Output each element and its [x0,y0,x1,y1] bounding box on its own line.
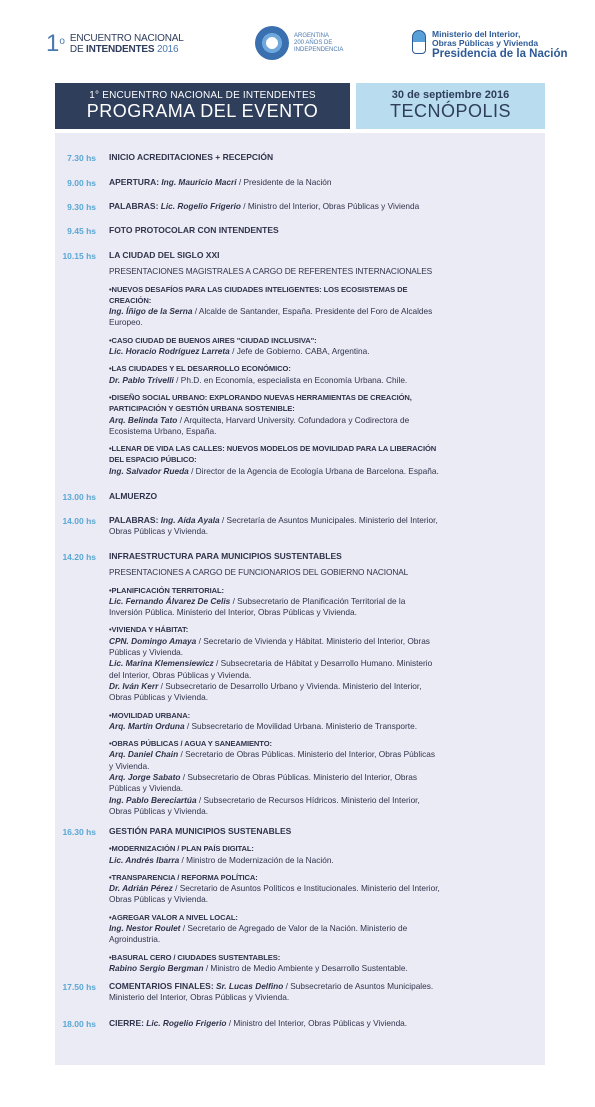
speaker-line [109,306,440,329]
schedule-time: 9.45 hs [67,226,96,236]
entry-title: INICIO ACREDITACIONES + RECEPCIÓN [109,152,274,162]
schedule-entry [109,826,440,974]
talk-item [109,363,440,386]
entry-line [109,491,440,502]
speaker-role: / Subsecretario de Recursos Hídricos. Ministerio del Interior, Obras Públicas y Vivienda. [109,794,420,816]
speaker-role: / Subsecretaria de Hábitat y Desarrollo Humano. Ministerio del Interior, Obras Públicas y Vivienda. [109,658,433,680]
talk-item [109,443,440,477]
schedule-time: 9.00 hs [67,178,96,188]
speaker-role: / Arquitecta, Harvard University. Cofundadora y Codirectora de Ecosistema Urbano, España. [109,414,410,436]
entry-title: ALMUERZO [109,491,158,501]
speaker-role: / Ph.D. en Economía, especialista en Economía Urbana. Chile. [173,374,408,385]
speaker-line [109,596,440,619]
schedule-time: 10.15 hs [62,251,96,261]
schedule-entry [109,981,440,1004]
talk-topic: •DISEÑO SOCIAL URBANO: EXPLORANDO NUEVAS HERRAMIENTAS DE CREACIÓN, PARTICIPACIÓN Y GESTIÓN URBANA SOSTENIBLE: [109,392,412,414]
schedule-time: 17.50 hs [62,982,96,992]
speaker-role: / Subsecretario de Movilidad Urbana. Ministerio de Transporte. [184,720,418,731]
speaker-role: / Secretario de Vivienda y Hábitat. Ministerio del Interior, Obras Públicas y Vivienda. [109,635,430,658]
event-place: TECNÓPOLIS [389,101,512,121]
talk-topic: •MOVILIDAD URBANA: [109,710,191,720]
entry-subtitle: PRESENTACIONES A CARGO DE FUNCIONARIOS DEL GOBIERNO NACIONAL [109,567,409,578]
speaker-line [109,749,440,772]
speaker-line [109,636,440,659]
bicentenario-logo: ARGENTINA 200 AÑOS DE INDEPENDENCIA [255,26,343,60]
schedule-entry [109,551,440,817]
entry-title: PALABRAS: [109,515,159,525]
speaker-line [109,658,440,681]
bicentenario-emblem-icon [255,26,289,60]
schedule-time: 9.30 hs [67,202,96,212]
speaker-name: Dr. Adrián Pérez [109,883,173,894]
speaker-role: / Subsecretario de Asuntos Municipales. Ministerio del Interior, Obras Públicas y Vivienda. [109,981,434,1003]
entry-title: INFRAESTRUCTURA PARA MUNICIPIOS SUSTENTABLES [109,551,342,561]
talk-topic: •NUEVOS DESAFÍOS PARA LAS CIUDADES INTELIGENTES: LOS ECOSISTEMAS DE CREACIÓN: [109,284,408,305]
speaker-name: Lic. Horacio Rodríguez Larreta [109,346,230,357]
entry-line [109,551,440,562]
talk-item [109,585,440,619]
entry-line [109,1018,440,1029]
speaker-name: Ing. Salvador Rueda [109,465,189,476]
talk-topic: •BASURAL CERO / CIUDADES SUSTENTABLES: [109,952,281,962]
talk-item [109,952,440,975]
speaker-name: Ing. Aída Ayala [160,515,220,525]
speaker-line [109,346,440,357]
speaker-name: Lic. Marina Klemensiewicz [109,658,214,669]
talk-topic: •PLANIFICACIÓN TERRITORIAL: [109,585,224,595]
entry-title: GESTIÓN PARA MUNICIPIOS SUSTENABLES [109,826,292,836]
speaker-name: Ing. Pablo Bereciartúa [109,794,197,805]
speaker-role: / Ministro de Medio Ambiente y Desarrollo Sustentable. [203,962,408,973]
entry-title: PALABRAS: [109,201,159,211]
entry-line [109,152,440,163]
speaker-name: Arq. Martín Orduna [109,720,185,731]
speaker-role: / Subsecretario de Planificación Territorial de la Inversión Pública. Ministerio del Interior, Obras Públicas y Vivienda. [109,595,406,618]
entry-title: LA CIUDAD DEL SIGLO XXI [109,250,220,260]
entry-line [109,225,440,236]
entry-line [109,826,440,837]
entry-title: CIERRE: [109,1018,144,1028]
speaker-line [109,681,440,704]
speaker-name: CPN. Domingo Amaya [109,635,197,646]
speaker-name: Arq. Daniel Chain [109,749,179,760]
talk-topic: •TRANSPARENCIA / REFORMA POLÍTICA: [109,872,258,882]
speaker-name: Dr. Pablo Trivelli [109,374,174,385]
event-date: 30 de septiembre 2016 [391,89,510,101]
speaker-line [109,855,440,866]
speaker-line [109,721,440,732]
schedule-time: 13.00 hs [62,492,96,502]
schedule-time: 14.20 hs [62,552,96,562]
schedule-time: 7.30 hs [67,153,96,163]
speaker-name: Rabino Sergio Bergman [109,962,204,973]
speaker-line [109,963,440,974]
talk-topic: •CASO CIUDAD DE BUENOS AIRES "CIUDAD INCLUSIVA": [109,335,317,345]
speaker-line [109,923,440,946]
talk-topic: •AGREGAR VALOR A NIVEL LOCAL: [109,912,238,922]
speaker-role: / Ministro del Interior, Obras Públicas y Vivienda. [226,1018,408,1028]
speaker-name: Lic. Fernando Álvarez De Celis [109,595,231,606]
speaker-role: / Subsecretario de Obras Públicas. Ministerio del Interior, Obras Públicas y Vivienda. [109,772,418,794]
speaker-line [109,375,440,386]
speaker-role: / Subsecretario de Desarrollo Urbano y Vivienda. Ministerio del Interior, Obras Públicas y Vivienda. [109,680,422,703]
speaker-name: Ing. Mauricio Macri [161,177,237,187]
talk-topic: •LLENAR DE VIDA LAS CALLES: NUEVOS MODELOS DE MOVILIDAD PARA LA LIBERACIÓN DEL ESPACIO PÚBLICO: [109,444,437,465]
talk-item [109,392,440,437]
speaker-name: Sr. Lucas Delfino [216,981,284,991]
schedule-entry [109,201,440,212]
speaker-role: / Presidente de la Nación [236,177,332,187]
schedule-entry [109,491,440,502]
talk-item [109,710,440,733]
schedule-time: 18.00 hs [62,1019,96,1029]
speaker-role: / Secretario de Asuntos Políticos e Institucionales. Ministerio del Interior, Obras Públicas y Vivienda. [109,883,440,905]
event-name: 1° ENCUENTRO NACIONAL DE INTENDENTES [89,90,316,101]
speaker-role: / Secretario de Agregado de Valor de la Nación. Ministerio de Agroindustria. [109,923,408,945]
talk-topic: •LAS CIUDADES Y EL DESARROLLO ECONÓMICO: [109,364,291,374]
entry-line [109,250,440,261]
speaker-name: Lic. Rogelio Frigerio [146,1018,227,1028]
speaker-role: / Director de la Agencia de Ecología Urbana de Barcelona. España. [188,465,439,476]
talk-item [109,624,440,703]
schedule-entry [109,1018,440,1029]
talk-topic: •OBRAS PÚBLICAS / AGUA Y SANEAMIENTO: [109,739,272,749]
date-banner [356,83,545,129]
speaker-role: / Ministro de Modernización de la Nación. [179,854,334,865]
speaker-line [109,415,440,438]
talk-item [109,335,440,358]
program-banner [55,83,350,129]
speaker-name: Ing. Íñigo de la Serna [109,306,193,317]
entry-subtitle: PRESENTACIONES MAGISTRALES A CARGO DE REFERENTES INTERNACIONALES [109,266,433,277]
talk-item [109,912,440,946]
speaker-line [109,883,440,906]
speaker-role: / Secretaría de Asuntos Municipales. Ministerio del Interior, Obras Públicas y Vivienda. [109,515,438,537]
program-title: PROGRAMA DEL EVENTO [86,101,319,121]
entry-line [109,177,440,188]
schedule-entry [109,152,440,163]
speaker-role: / Jefe de Gobierno. CABA, Argentina. [229,346,370,357]
speaker-line [109,466,440,477]
speaker-line [109,795,440,818]
entry-line [109,515,440,538]
speaker-name: Lic. Rogelio Frigerio [160,201,241,211]
speaker-name: Arq. Jorge Sabato [109,772,181,783]
speaker-name: Ing. Nestor Roulet [109,923,181,934]
entry-title: FOTO PROTOCOLAR CON INTENDENTES [109,225,279,235]
schedule-entry [109,225,440,236]
entry-title: APERTURA: [109,177,160,187]
schedule-entry [109,250,440,477]
talk-item [109,872,440,906]
entry-line [109,981,440,1004]
talk-topic: •VIVIENDA Y HÁBITAT: [109,625,189,635]
schedule-entry [109,177,440,188]
entry-title: COMENTARIOS FINALES: [109,981,214,991]
ministerio-logo: Ministerio del Interior, Obras Públicas y Vivienda Presidencia de la Nación [412,30,568,61]
talk-item [109,738,440,817]
schedule-entry [109,515,440,538]
speaker-role: / Ministro del Interior, Obras Públicas y Vivienda [240,201,420,211]
schedule-time: 14.00 hs [62,516,96,526]
speaker-role: / Alcalde de Santander, España. Presidente del Foro de Alcaldes Europeo. [109,306,433,328]
schedule-time: 16.30 hs [62,827,96,837]
speaker-role: / Secretario de Obras Públicas. Ministerio del Interior, Obras Públicas y Vivienda. [109,749,436,771]
speaker-name: Lic. Andrés Ibarra [109,854,180,865]
speaker-name: Arq. Belinda Tato [109,414,178,425]
talk-item [109,284,440,329]
page-header [0,0,595,80]
talk-topic: •MODERNIZACIÓN / PLAN PAÍS DIGITAL: [109,844,254,854]
speaker-name: Dr. Iván Kerr [109,680,159,691]
encuentro-logo: 1$^o$ ENCUENTRO NACIONAL DE INTENDENTES 2016 [46,30,184,57]
logo-line1: ENCUENTRO NACIONAL [69,33,184,44]
national-shield-icon [412,30,426,54]
talk-item [109,843,440,866]
entry-line [109,201,440,212]
speaker-line [109,772,440,795]
